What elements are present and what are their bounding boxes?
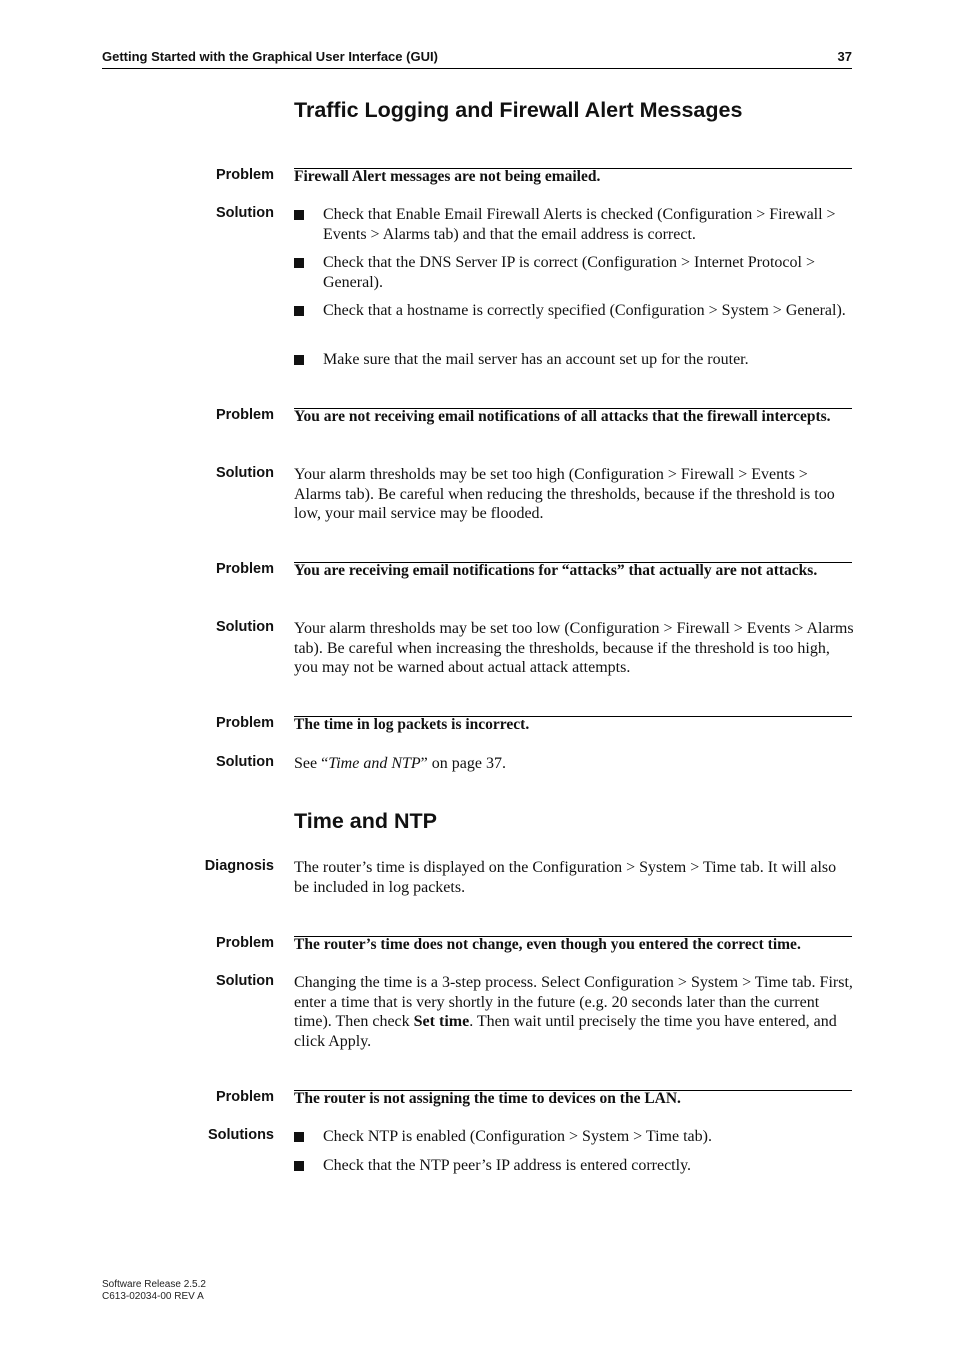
solution-text — [294, 754, 854, 774]
bullet-square-icon — [294, 306, 304, 316]
bullet-text: Check that the DNS Server IP is correct (Configuration > Internet Protocol > General). — [323, 254, 815, 291]
solution-label: Solution — [216, 465, 274, 481]
solution-bullet — [294, 205, 854, 244]
problem-label: Problem — [215, 167, 274, 183]
solutions-label: Solutions — [207, 1127, 274, 1143]
solution-bullet — [294, 253, 854, 292]
problem-text: You are not receiving email notifications of all attacks that the firewall intercepts. — [294, 408, 831, 425]
page-number: 37 — [837, 49, 852, 64]
solution-label: Solution — [216, 205, 274, 221]
bullet-text: Check NTP is enabled (Configuration > System > Time tab). — [323, 1128, 712, 1145]
solution-bullet — [294, 301, 854, 321]
bullet-square-icon — [294, 355, 304, 365]
problem-text: Firewall Alert messages are not being emailed. — [294, 168, 601, 185]
solution-text — [294, 973, 854, 1051]
diagnosis-text: The router’s time is displayed on the Configuration > System > Time tab. It will also be included in log packets. — [294, 859, 837, 896]
solution-text: Your alarm thresholds may be set too high (Configuration > Firewall > Events > Alarms tab). Be careful when reducing the thresholds, because if the threshold is too low, your mail service may be flooded. — [294, 466, 835, 522]
set-time-term: Set time — [413, 1013, 470, 1030]
document-number: C613-02034-00 REV A — [102, 1291, 204, 1302]
page-footer — [102, 1279, 206, 1303]
bullet-square-icon — [294, 1132, 304, 1142]
problem-text: The router’s time does not change, even though you entered the correct time. — [294, 936, 801, 953]
header-title: Getting Started with the Graphical User Interface (GUI) — [102, 49, 438, 64]
bullet-square-icon — [294, 258, 304, 268]
software-release: Software Release 2.5.2 — [102, 1279, 206, 1290]
problem-text: The router is not assigning the time to devices on the LAN. — [294, 1090, 681, 1107]
bullet-text: Make sure that the mail server has an account set up for the router. — [323, 351, 749, 368]
problem-text: The time in log packets is incorrect. — [294, 716, 530, 733]
problem-label: Problem — [215, 715, 274, 731]
cross-reference-link[interactable]: Time and NTP — [328, 755, 421, 772]
problem-label: Problem — [215, 1089, 274, 1105]
bullet-text: Check that a hostname is correctly specified (Configuration > System > General). — [323, 302, 846, 319]
solution-prefix: See “ — [294, 755, 329, 772]
running-header — [102, 48, 852, 69]
solution-bullet — [294, 1156, 854, 1176]
problem-label: Problem — [215, 561, 274, 577]
solution-label: Solution — [216, 973, 274, 989]
bullet-square-icon — [294, 210, 304, 220]
problem-label: Problem — [215, 935, 274, 951]
bullet-square-icon — [294, 1161, 304, 1171]
solution-part1: Changing the time is a 3-step process. Select Configuration > System > Time tab. First, enter a time that is very shortly in the future (e.g. 20 seconds later than the current time). Then check — [294, 974, 853, 1030]
solution-part2: . Then wait until precisely the time you have entered, and click Apply. — [294, 1013, 837, 1050]
solution-suffix: ” on page 37. — [420, 755, 506, 772]
bullet-text: Check that the NTP peer’s IP address is entered correctly. — [323, 1157, 692, 1174]
problem-label: Problem — [215, 407, 274, 423]
section-heading-time-and-ntp: Time and NTP — [294, 809, 437, 833]
solution-label: Solution — [216, 619, 274, 635]
solution-bullet — [294, 350, 854, 370]
problem-text: You are receiving email notifications for “attacks” that actually are not attacks. — [294, 562, 818, 579]
solution-text: Your alarm thresholds may be set too low (Configuration > Firewall > Events > Alarms tab). Be careful when increasing the thresholds, because if the threshold is too high, you may not be warned about actual attack attempts. — [294, 620, 854, 676]
solution-label: Solution — [216, 754, 274, 770]
section-heading-traffic-logging: Traffic Logging and Firewall Alert Messages — [294, 98, 743, 122]
diagnosis-label: Diagnosis — [204, 858, 274, 874]
bullet-text: Check that Enable Email Firewall Alerts is checked (Configuration > Firewall > Events > Alarms tab) and that the email address is correct. — [323, 206, 836, 243]
solution-bullet — [294, 1127, 854, 1147]
